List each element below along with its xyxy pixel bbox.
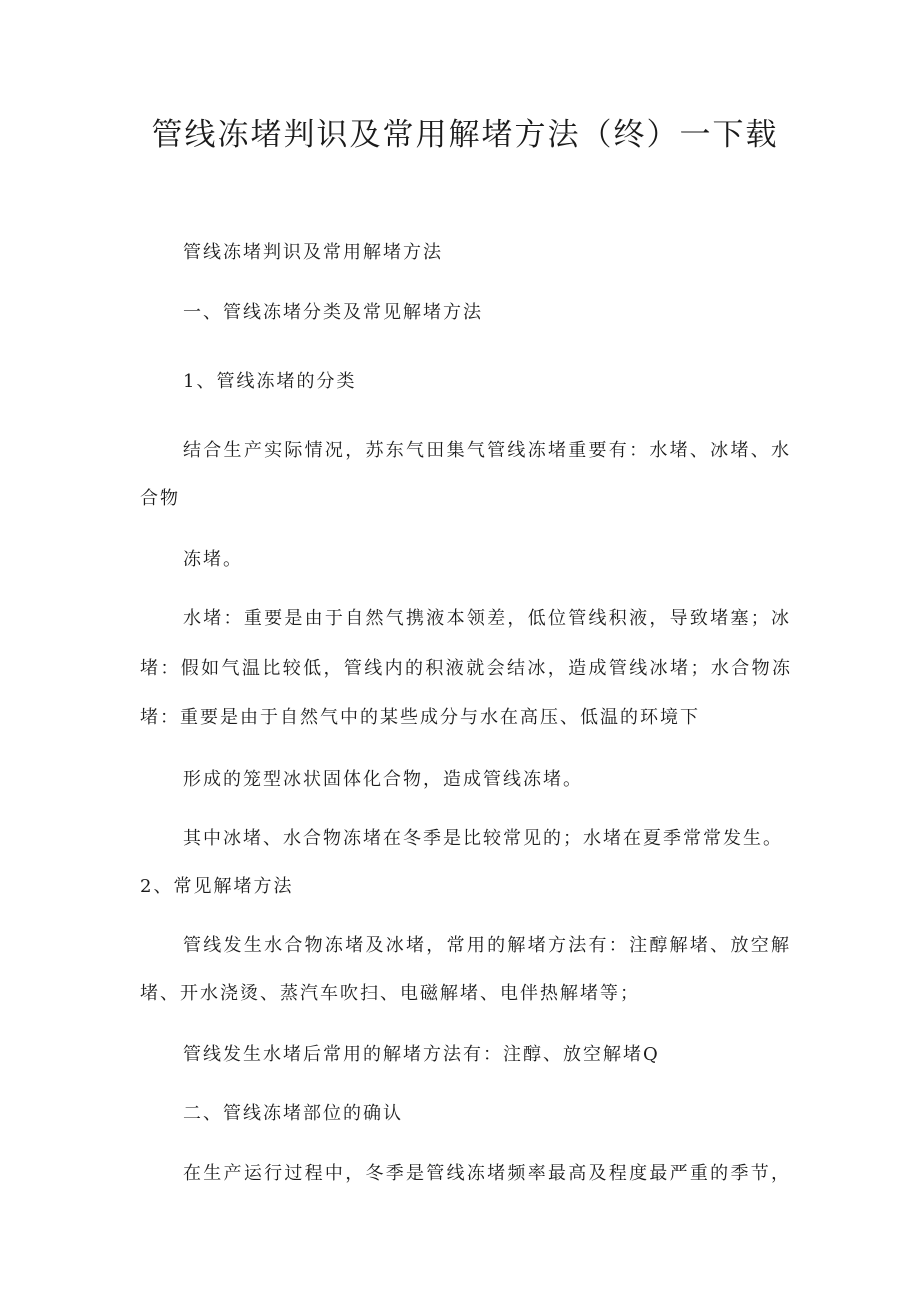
paragraph-line	[140, 654, 792, 680]
paragraph-text: 其中冰堵、水合物冻堵在冬季是比较常见的；水堵在夏季常常发生。	[183, 828, 783, 849]
paragraph-text: 水堵：重要是由于自然气携液本领差，低位管线积液，导致堵塞；冰	[183, 608, 791, 629]
paragraph-text: 冻堵。	[183, 549, 243, 570]
document-subtitle: 管线冻堵判识及常用解堵方法	[183, 242, 443, 263]
paragraph-text: 在生产运行过程中，冬季是管线冻堵频率最高及程度最严重的季节，	[183, 1163, 791, 1184]
paragraph-text: 管线发生水堵后常用的解堵方法有：注醇、放空解堵Q	[183, 1044, 660, 1065]
section-heading-2: 二、管线冻堵部位的确认	[183, 1103, 403, 1124]
paragraph-text: 堵：假如气温比较低，管线内的积液就会结冰，造成管线冰堵；水合物冻	[140, 658, 792, 679]
subsection-heading-1: 1、管线冻堵的分类	[183, 371, 357, 392]
paragraph-line	[183, 1159, 791, 1185]
paragraph-line	[183, 604, 791, 630]
paragraph-line	[183, 436, 791, 462]
paragraph-line	[183, 931, 791, 957]
document-title: 管线冻堵判识及常用解堵方法（终）一下载	[151, 117, 779, 153]
paragraph-text: 堵：重要是由于自然气中的某些成分与水在高压、低温的环境下	[140, 707, 700, 728]
paragraph-text: 结合生产实际情况，苏东气田集气管线冻堵重要有：水堵、冰堵、水	[183, 440, 791, 461]
section-heading-1: 一、管线冻堵分类及常见解堵方法	[183, 302, 483, 323]
paragraph-text: 堵、开水浇烫、蒸汽车吹扫、电磁解堵、电伴热解堵等；	[140, 983, 640, 1004]
paragraph-text: 形成的笼型冰状固体化合物，造成管线冻堵。	[183, 769, 583, 790]
subsection-heading-2: 2、常见解堵方法	[140, 876, 294, 897]
paragraph-text: 合物	[140, 488, 180, 509]
paragraph-text: 管线发生水合物冻堵及冰堵，常用的解堵方法有：注醇解堵、放空解	[183, 935, 791, 956]
